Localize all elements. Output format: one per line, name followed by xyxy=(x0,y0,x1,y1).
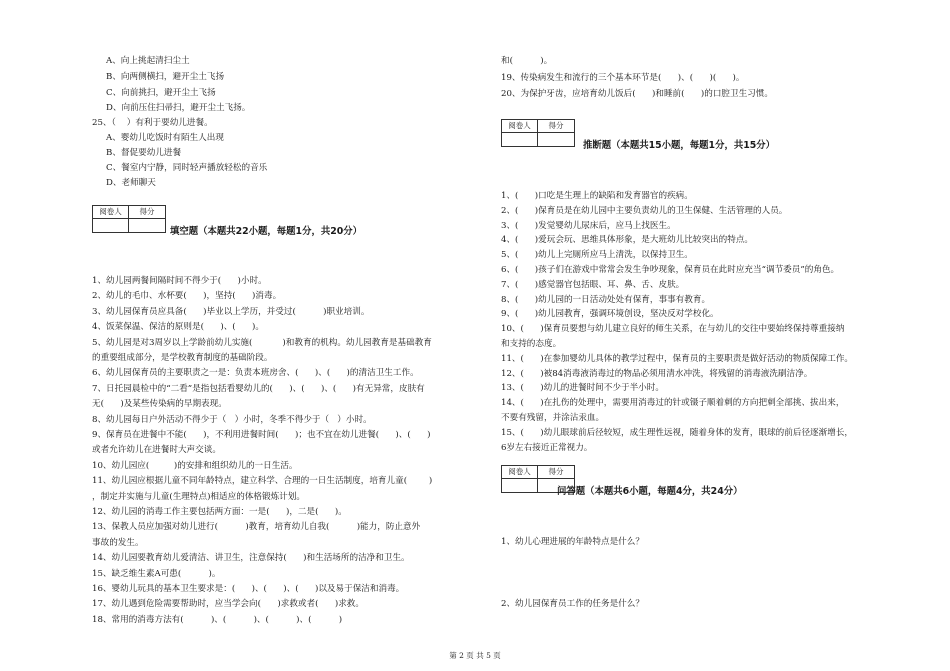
judge-item-line: 13、( )幼儿的进餐时间不少于半小时。 xyxy=(501,383,664,394)
score-box-reviewer-cell xyxy=(93,219,129,232)
judge-item-line: 4、( )爱玩会玩、思维具体形象，是大班幼儿比较突出的特点。 xyxy=(501,235,754,246)
judge-item-line: 1、( )口吃是生理上的缺陷和发育器官的疾病。 xyxy=(501,191,693,201)
fill-item-line: 2、幼儿的毛巾、水杯要( )，坚持( )消毒。 xyxy=(92,291,282,302)
fill-item-line: 16、婴幼儿玩具的基本卫生要求是：( )、( )、( )以及易于保洁和消毒。 xyxy=(92,584,405,594)
page-footer: 第 2 页 共 5 页 xyxy=(449,651,501,660)
score-box-fill xyxy=(92,205,166,233)
score-box-score-cell xyxy=(538,133,574,146)
fill-item-line: 5、幼儿园是对3周岁以上学龄前幼儿实施( )和教育的机构。幼儿园教育是基础教育 xyxy=(92,337,432,348)
judge-item-line: 2、( )保育员是在幼儿园中主要负责幼儿的卫生保健、生活管理的人员。 xyxy=(501,205,788,216)
q24-option-d: D、向前压住扫帚扫，避开尘土飞扬。 xyxy=(106,103,251,113)
fill-item-line: 7、日托园晨检中的“二看”是指包括看婴幼儿的( )、( )、( )有无异常，皮肤有 xyxy=(92,383,425,394)
score-box-score-label: 得分 xyxy=(538,466,574,479)
fill-item-line: 无( )及某些传染病的早期表现。 xyxy=(92,399,227,410)
judge-item-line: 6、( )孩子们在游戏中常常会发生争吵现象，保育员在此时应充当“调节委员”的角色。 xyxy=(501,265,840,275)
fill-item-line: 14、幼儿园要教育幼儿爱清洁、讲卫生，注意保持( )和生活场所的洁净和卫生。 xyxy=(92,553,410,564)
fill-item-line: 17、幼儿遇到危险需要帮助时，应当学会向( )求救或者( )求救。 xyxy=(92,599,364,610)
continued-item: 和( )。 xyxy=(501,56,553,66)
fill-item-line: 4、饭菜保温、保洁的原则是( )、( )。 xyxy=(92,322,264,333)
score-box-judge xyxy=(501,119,575,147)
q25-option-d: D、老师聊天 xyxy=(106,178,156,188)
judge-section-title: 推断题（本题共15小题，每题1分，共15分） xyxy=(583,140,775,151)
q25-stem: 25、（ ）有利于要幼儿进餐。 xyxy=(92,118,213,128)
judge-item-line: 5、( )幼儿上完厕所应马上清洗，以保持卫生。 xyxy=(501,250,693,261)
fill-item-line: 9、保育员在进餐中不能( )，不利用进餐时间( )；也不宜在幼儿进餐( )、( ) xyxy=(92,430,431,440)
judge-item-line: 9、( )幼儿园教育，强调环境创设，坚决反对学校化。 xyxy=(501,309,719,320)
judge-item-line: 14、( )在扎伤的处理中，需要用消毒过的针或镊子顺着刺的方向把刺全部挑、拔出来， xyxy=(501,398,845,409)
fill-item-line: 1、幼儿园两餐间隔时间不得少于( )小时。 xyxy=(92,276,267,286)
fill-item-line: 6、幼儿园保育员的主要职责之一是：负责本班房舍、( )、( )的清洁卫生工作。 xyxy=(92,368,419,379)
fill-item-line: ，制定并实施与儿童(生理特点)相适应的体格锻炼计划。 xyxy=(92,491,305,502)
fill-item-line: 或者允许幼儿在进餐时大声交谈。 xyxy=(92,445,221,456)
qa-item-2: 2、幼儿园保育员工作的任务是什么？ xyxy=(501,599,644,609)
judge-item-line: 15、( )幼儿眼球前后径较短，成生理性远视，随着身体的发育，眼球的前后径逐渐增长， xyxy=(501,427,854,438)
fill-item-line: 10、幼儿园应( )的安排和组织幼儿的一日生活。 xyxy=(92,460,298,471)
fill-item-line: 3、幼儿园保育员应具备( )毕业以上学历，并受过( )职业培训。 xyxy=(92,306,370,317)
q24-option-a: A、向上挑起清扫尘土 xyxy=(106,56,190,66)
score-box-reviewer-label: 阅卷人 xyxy=(502,466,538,479)
fill-item-20: 20、为保护牙齿，应培育幼儿饭后( )和睡前( )的口腔卫生习惯。 xyxy=(501,89,773,99)
q24-option-b: B、向两侧横扫，避开尘土飞扬 xyxy=(106,72,225,82)
judge-item-line: 12、( )被84消毒液消毒过的物品必须用清水冲洗，将残留的消毒液洗刷洁净。 xyxy=(501,368,813,379)
qa-item-1: 1、幼儿心理进展的年龄特点是什么？ xyxy=(501,537,644,547)
q25-option-c: C、餐室内宁静，同时轻声播放轻松的音乐 xyxy=(106,163,268,173)
fill-item-19: 19、传染病发生和流行的三个基本环节是( )、( )( )。 xyxy=(501,73,745,83)
qa-section-title: 问答题（本题共6小题，每题4分，共24分） xyxy=(557,486,743,497)
fill-item-line: 18、常用的消毒方法有( )、( )、( )、( ) xyxy=(92,614,343,625)
q25-option-b: B、督促要幼儿进餐 xyxy=(106,148,182,158)
fill-item-line: 11、幼儿园应根据儿童不同年龄特点，建立科学、合理的一日生活制度，培育儿童( ) xyxy=(92,476,433,487)
judge-item-line: 6岁左右接近正常视力。 xyxy=(501,442,593,453)
fill-item-line: 12、幼儿园的消毒工作主要包括两方面：一是( )，二是( )。 xyxy=(92,507,347,517)
judge-item-line: 10、( )保育员要想与幼儿建立良好的师生关系，在与幼儿的交往中要始终保持尊重接纳 xyxy=(501,324,845,335)
judge-item-line: 3、( )发觉婴幼儿尿床后，应马上找医生。 xyxy=(501,220,676,231)
score-box-score-label: 得分 xyxy=(538,120,574,133)
score-box-reviewer-label: 阅卷人 xyxy=(502,120,538,133)
score-box-score-label: 得分 xyxy=(129,206,165,219)
fill-item-line: 事故的发生。 xyxy=(92,537,144,548)
judge-item-line: 7、( )感觉器官包括眼、耳、鼻、舌、皮肤。 xyxy=(501,279,685,290)
judge-item-line: 不要有残留，并涂沾汞血。 xyxy=(501,413,605,423)
fill-item-line: 8、幼儿园每日户外活动不得少于（ ）小时，冬季不得少于（ ）小时。 xyxy=(92,414,372,425)
fill-item-line: 的重要组成部分，是学校教育制度的基础阶段。 xyxy=(92,353,273,363)
fill-item-line: 15、缺乏维生素A可患( )。 xyxy=(92,568,221,579)
score-box-reviewer-label: 阅卷人 xyxy=(93,206,129,219)
score-box-reviewer-cell xyxy=(502,133,538,146)
fill-section-title: 填空题（本题共22小题，每题1分，共20分） xyxy=(170,226,362,237)
q25-option-a: A、婴幼儿吃饭时有陌生人出现 xyxy=(106,133,224,143)
judge-item-line: 8、( )幼儿园的一日活动处处有保育，事事有教育。 xyxy=(501,294,711,305)
fill-item-line: 13、保教人员应加强对幼儿进行( )教育，培育幼儿自我( )能力，防止意外 xyxy=(92,522,421,533)
q24-option-c: C、向前挑扫，避开尘土飞扬 xyxy=(106,88,216,98)
judge-item-line: 和支持的态度。 xyxy=(501,339,562,349)
judge-item-line: 11、( )在参加婴幼儿具体的教学过程中，保育员的主要职责是做好活动的物质保障工作。 xyxy=(501,353,854,364)
score-box-reviewer-cell xyxy=(502,479,538,492)
score-box-score-cell xyxy=(129,219,165,232)
